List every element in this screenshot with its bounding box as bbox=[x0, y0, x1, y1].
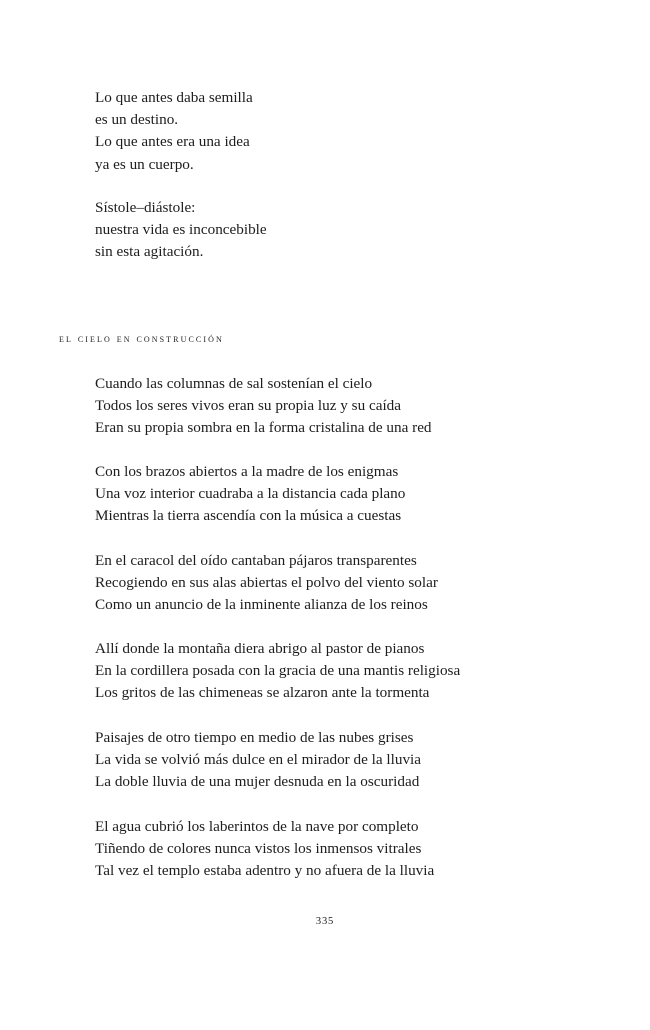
poem-line: sin esta agitación. bbox=[95, 243, 204, 261]
poem-line: Lo que antes daba semilla bbox=[95, 89, 253, 106]
poem-line: Como un anuncio de la inminente alianza de los reinos bbox=[95, 596, 428, 614]
poem-line: es un destino. bbox=[95, 111, 179, 129]
poem-line: En el caracol del oído cantaban pájaros transparentes bbox=[95, 552, 417, 569]
page-number: 335 bbox=[315, 916, 335, 927]
stanza bbox=[95, 638, 460, 705]
poem-line: Con los brazos abiertos a la madre de los enigmas bbox=[95, 463, 399, 480]
poem-line: Paisajes de otro tiempo en medio de las nubes grises bbox=[95, 729, 414, 746]
poem-line: nuestra vida es inconcebible bbox=[95, 221, 267, 239]
poem-line: Los gritos de las chimeneas se alzaron ante la tormenta bbox=[95, 684, 430, 702]
stanza bbox=[95, 550, 438, 617]
poem-line: Tiñendo de colores nunca vistos los inmensos vitrales bbox=[95, 840, 422, 858]
poem-line: Todos los seres vivos eran su propia luz y su caída bbox=[95, 397, 401, 415]
poem-line: La vida se volvió más dulce en el mirador de la lluvia bbox=[95, 751, 422, 769]
stanza bbox=[95, 373, 432, 440]
stanza bbox=[95, 87, 253, 176]
poem-line: La doble lluvia de una mujer desnuda en la oscuridad bbox=[95, 773, 420, 791]
section-title: el cielo en construcción bbox=[59, 333, 224, 345]
poem-line: Allí donde la montaña diera abrigo al pastor de pianos bbox=[95, 640, 425, 657]
poem-line: El agua cubrió los laberintos de la nave por completo bbox=[95, 818, 419, 835]
poem-line: Cuando las columnas de sal sostenían el cielo bbox=[95, 375, 373, 392]
poem-line: Recogiendo en sus alas abiertas el polvo del viento solar bbox=[95, 574, 438, 592]
poem-line: Una voz interior cuadraba a la distancia cada plano bbox=[95, 485, 406, 503]
stanza bbox=[95, 461, 405, 528]
stanza bbox=[95, 816, 434, 883]
stanza bbox=[95, 197, 267, 264]
poem-line: Eran su propia sombra en la forma cristalina de una red bbox=[95, 419, 432, 437]
poem-line: Lo que antes era una idea bbox=[95, 133, 250, 151]
poem-line: ya es un cuerpo. bbox=[95, 155, 194, 173]
poem-line: En la cordillera posada con la gracia de una mantis religiosa bbox=[95, 662, 461, 680]
poem-line: Mientras la tierra ascendía con la música a cuestas bbox=[95, 507, 402, 525]
poem-line: Tal vez el templo estaba adentro y no afuera de la lluvia bbox=[95, 862, 435, 880]
poem-line: Sístole–diástole: bbox=[95, 199, 196, 216]
stanza bbox=[95, 727, 421, 794]
